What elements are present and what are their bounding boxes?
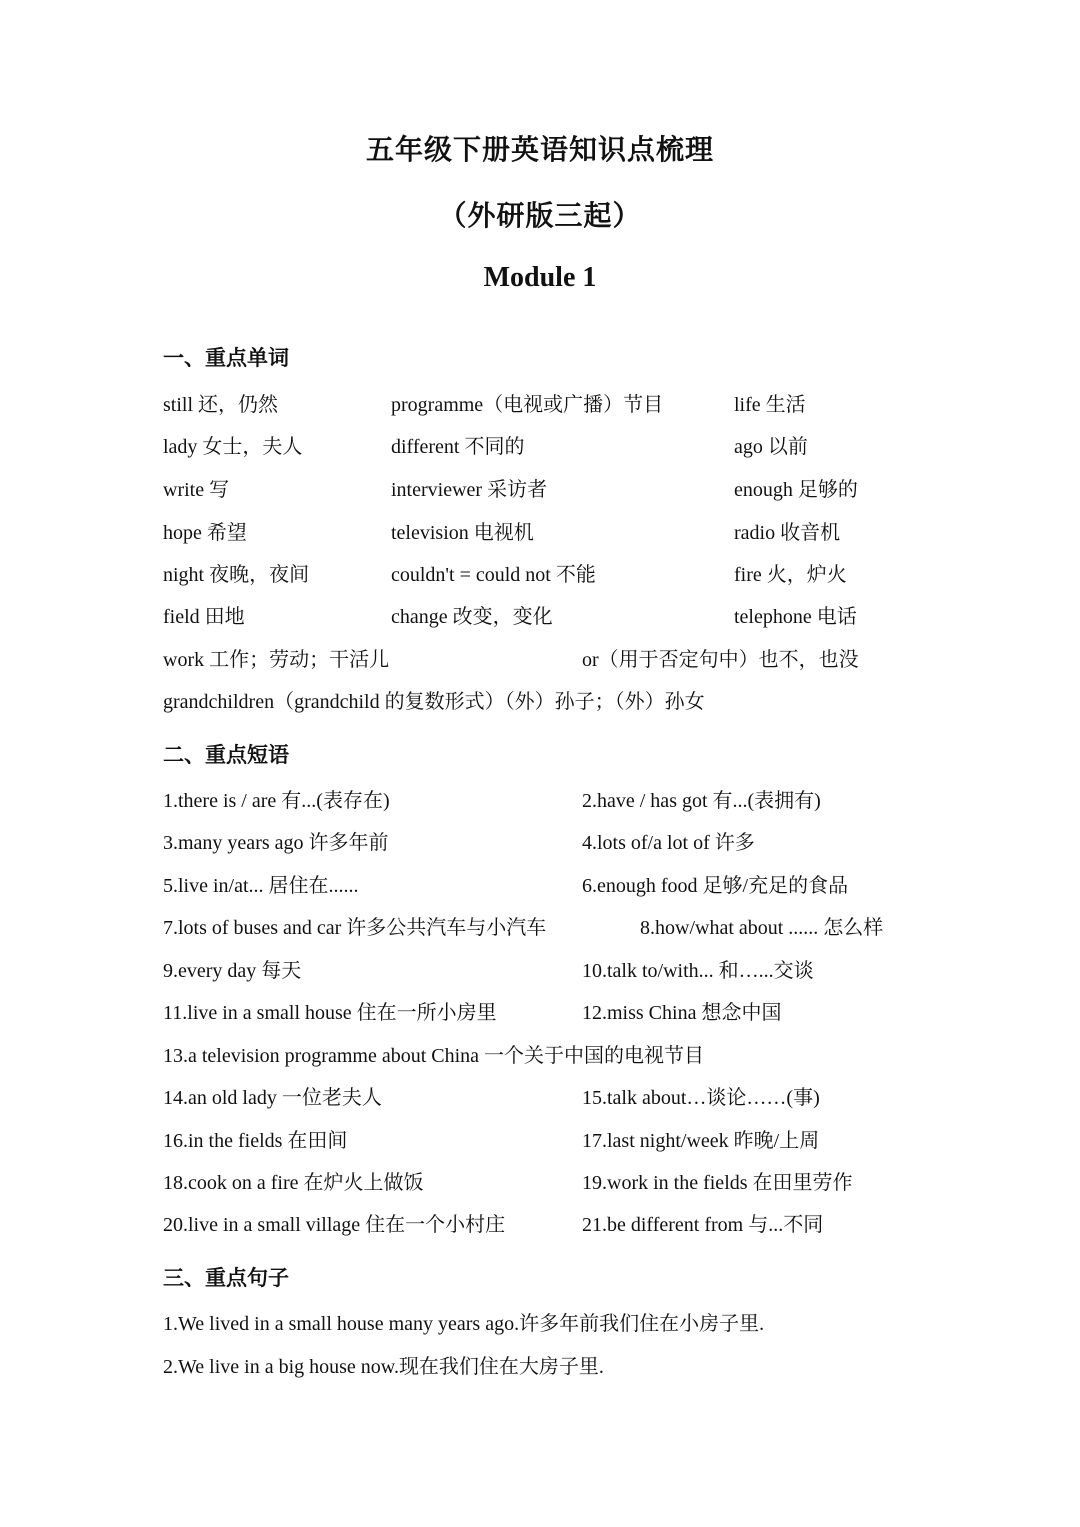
page-title: 五年级下册英语知识点梳理: [365, 133, 714, 166]
word-item: change 改变，变化: [391, 606, 553, 628]
word-item: lady 女士，夫人: [163, 436, 303, 458]
word-item: hope 希望: [163, 522, 247, 544]
word-item: different 不同的: [391, 436, 525, 458]
word-item: programme（电视或广播）节目: [391, 394, 664, 416]
phrase-item: 3.many years ago 许多年前: [163, 832, 389, 854]
phrase-item: 8.how/what about ...... 怎么样: [640, 917, 884, 939]
word-item: telephone 电话: [734, 606, 857, 628]
word-item: night 夜晚，夜间: [163, 564, 310, 586]
phrase-item: 15.talk about…谈论……(事): [582, 1087, 820, 1109]
phrase-item: 21.be different from 与...不同: [582, 1214, 824, 1236]
phrase-item: 12.miss China 想念中国: [582, 1002, 782, 1024]
phrase-item: 5.live in/at... 居住在......: [163, 875, 359, 897]
word-item: interviewer 采访者: [391, 479, 548, 501]
word-item: television 电视机: [391, 522, 534, 544]
sentence-item: 1.We lived in a small house many years ago.许多年前我们住在小房子里.: [163, 1313, 765, 1335]
sentence-item: 2.We live in a big house now.现在我们住在大房子里.: [163, 1356, 604, 1378]
page-subtitle: （外研版三起）: [438, 199, 642, 232]
word-item: write 写: [163, 479, 230, 501]
word-item: still 还，仍然: [163, 394, 279, 416]
section-heading-sentences: 三、重点句子: [163, 1266, 289, 1290]
phrase-item: 4.lots of/a lot of 许多: [582, 832, 755, 854]
phrase-item: 6.enough food 足够/充足的食品: [582, 875, 849, 897]
word-item: grandchildren（grandchild 的复数形式）（外）孙子；（外）孙女: [163, 691, 705, 713]
phrase-item: 20.live in a small village 住在一个小村庄: [163, 1214, 506, 1236]
word-item: couldn't = could not 不能: [391, 564, 596, 586]
phrase-item: 1.there is / are 有...(表存在): [163, 790, 390, 812]
phrase-item: 19.work in the fields 在田里劳作: [582, 1172, 853, 1194]
word-item: enough 足够的: [734, 479, 858, 501]
phrase-item: 16.in the fields 在田间: [163, 1130, 348, 1152]
phrase-item: 2.have / has got 有...(表拥有): [582, 790, 821, 812]
phrase-item: 14.an old lady 一位老夫人: [163, 1087, 382, 1109]
section-heading-phrases: 二、重点短语: [163, 743, 289, 767]
phrase-item: 17.last night/week 昨晚/上周: [582, 1130, 820, 1152]
section-heading-words: 一、重点单词: [163, 346, 289, 370]
word-item: ago 以前: [734, 436, 808, 458]
phrase-item: 7.lots of buses and car 许多公共汽车与小汽车: [163, 917, 547, 939]
word-item: work 工作；劳动；干活儿: [163, 649, 390, 671]
word-item: fire 火，炉火: [734, 564, 847, 586]
module-title: Module 1: [483, 262, 597, 293]
phrase-item: 18.cook on a fire 在炉火上做饭: [163, 1172, 424, 1194]
word-item: life 生活: [734, 394, 806, 416]
phrase-item: 10.talk to/with... 和…...交谈: [582, 960, 814, 982]
phrase-item: 9.every day 每天: [163, 960, 302, 982]
word-item: field 田地: [163, 606, 245, 628]
word-item: radio 收音机: [734, 522, 841, 544]
word-item: or（用于否定句中）也不，也没: [582, 649, 859, 671]
phrase-item: 11.live in a small house 住在一所小房里: [163, 1002, 497, 1024]
phrase-item: 13.a television programme about China 一个关于中国的电视节目: [163, 1045, 705, 1067]
